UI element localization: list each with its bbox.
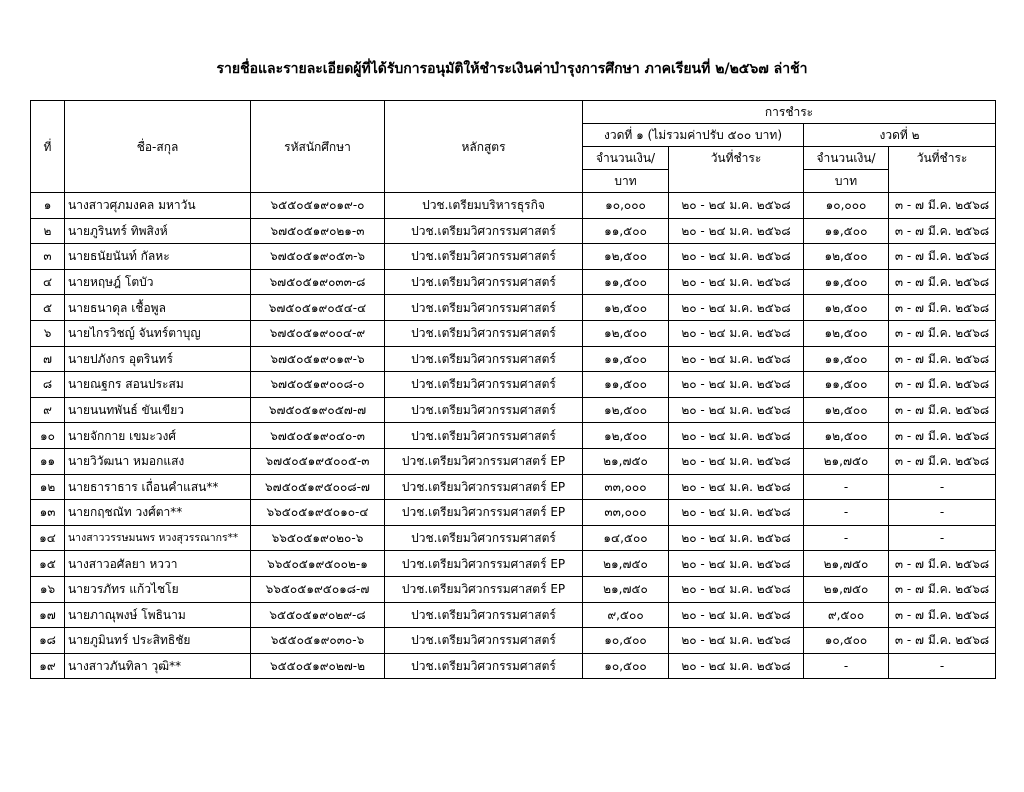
round2-date: ๓ - ๗ มี.ค. ๒๕๖๘ [889,602,996,628]
round1-amount: ๒๑,๗๕๐ [583,448,669,474]
program: ปวช.เตรียมวิศวกรรมศาสตร์ [385,525,583,551]
header-row-1 [31,101,996,124]
student-name: นายหฤษฎ์ โตบัว [65,269,251,295]
header-student-id: รหัสนักศึกษา [251,101,385,193]
student-name: นายธาราธาร เถื่อนคำแสน** [65,474,251,500]
round1-amount: ๑๑,๕๐๐ [583,346,669,372]
round1-amount: ๑๒,๕๐๐ [583,397,669,423]
program: ปวช.เตรียมวิศวกรรมศาสตร์ EP [385,474,583,500]
student-id: ๖๖๕๐๕๑๙๐๒๐-๖ [251,525,385,551]
round2-date: - [889,653,996,679]
table-row [31,372,996,398]
student-name: นายภูรินทร์ ทิพสิงห์ [65,218,251,244]
round1-amount: ๑๒,๕๐๐ [583,295,669,321]
round1-amount: ๑๒,๕๐๐ [583,320,669,346]
row-number: ๑๒ [31,474,65,500]
student-name: นายวรภัทร แก้วไชโย [65,576,251,602]
round2-amount: ๑๒,๕๐๐ [804,295,889,321]
row-number: ๕ [31,295,65,321]
table-row [31,397,996,423]
table-row [31,628,996,654]
program: ปวช.เตรียมวิศวกรรมศาสตร์ [385,602,583,628]
round1-date: ๒๐ - ๒๔ ม.ค. ๒๕๖๘ [669,653,804,679]
round1-amount: ๑๔,๕๐๐ [583,525,669,551]
program: ปวช.เตรียมบริหารธุรกิจ [385,193,583,219]
header-round-1: งวดที่ ๑ (ไม่รวมค่าปรับ ๕๐๐ บาท) [583,124,804,147]
program: ปวช.เตรียมวิศวกรรมศาสตร์ [385,346,583,372]
round1-date: ๒๐ - ๒๔ ม.ค. ๒๕๖๘ [669,269,804,295]
round2-amount: ๑๒,๕๐๐ [804,397,889,423]
round1-amount: ๑๐,๕๐๐ [583,628,669,654]
row-number: ๑๙ [31,653,65,679]
round1-amount: ๒๑,๗๕๐ [583,576,669,602]
row-number: ๘ [31,372,65,398]
round1-date: ๒๐ - ๒๔ ม.ค. ๒๕๖๘ [669,525,804,551]
round2-amount: ๑๑,๕๐๐ [804,269,889,295]
round2-date: ๓ - ๗ มี.ค. ๒๕๖๘ [889,372,996,398]
table-row [31,448,996,474]
program: ปวช.เตรียมวิศวกรรมศาสตร์ EP [385,576,583,602]
table-row [31,320,996,346]
student-id: ๖๗๕๐๕๑๙๐๒๑-๓ [251,218,385,244]
student-name: นางสาวอศัลยา หววา [65,551,251,577]
program: ปวช.เตรียมวิศวกรรมศาสตร์ [385,244,583,270]
table-row [31,576,996,602]
row-number: ๔ [31,269,65,295]
round2-amount: ๑๒,๕๐๐ [804,244,889,270]
header-date-1-label: วันที่ชำระ [710,151,762,165]
table-row [31,602,996,628]
student-id: ๖๕๕๐๕๑๙๐๒๗-๒ [251,653,385,679]
student-id: ๖๗๕๐๕๑๙๕๐๐๕-๓ [251,448,385,474]
round2-date: ๓ - ๗ มี.ค. ๒๕๖๘ [889,551,996,577]
round1-date: ๒๐ - ๒๔ ม.ค. ๒๕๖๘ [669,551,804,577]
round1-date: ๒๐ - ๒๔ ม.ค. ๒๕๖๘ [669,602,804,628]
round2-date: ๓ - ๗ มี.ค. ๒๕๖๘ [889,244,996,270]
row-number: ๒ [31,218,65,244]
round1-amount: ๙,๕๐๐ [583,602,669,628]
round1-date: ๒๐ - ๒๔ ม.ค. ๒๕๖๘ [669,397,804,423]
student-name: นางสาววรรษมนพร หวงสุวรรณากร** [65,525,251,551]
student-name: นายณฐกร สอนประสม [65,372,251,398]
round1-date: ๒๐ - ๒๔ ม.ค. ๒๕๖๘ [669,346,804,372]
round2-amount: ๒๑,๗๕๐ [804,551,889,577]
student-name: นายวิวัฒนา หมอกแสง [65,448,251,474]
student-name: นายจักกาย เขมะวงศ์ [65,423,251,449]
round2-date: ๓ - ๗ มี.ค. ๒๕๖๘ [889,423,996,449]
round2-date: ๓ - ๗ มี.ค. ๒๕๖๘ [889,346,996,372]
round1-date: ๒๐ - ๒๔ ม.ค. ๒๕๖๘ [669,218,804,244]
row-number: ๙ [31,397,65,423]
round2-amount: ๑๑,๕๐๐ [804,218,889,244]
row-number: ๑๘ [31,628,65,654]
round1-date: ๒๐ - ๒๔ ม.ค. ๒๕๖๘ [669,448,804,474]
row-number: ๑๔ [31,525,65,551]
header-amount-2: จำนวนเงิน/ [804,147,889,170]
round2-date: ๓ - ๗ มี.ค. ๒๕๖๘ [889,397,996,423]
round1-date: ๒๐ - ๒๔ ม.ค. ๒๕๖๘ [669,500,804,526]
table-row [31,193,996,219]
header-amount-1-unit: บาท [583,170,669,193]
round1-amount: ๑๐,๐๐๐ [583,193,669,219]
round2-amount: ๑๒,๕๐๐ [804,423,889,449]
document-title: รายชื่อและรายละเอียดผู้ที่ได้รับการอนุมัติให้ชำระเงินค่าบำรุงการศึกษา ภาคเรียนที่ ๒/๒๕๖๗ ล่าช้า [216,61,808,77]
student-name: นางสาวภันทิลา วุฒิ** [65,653,251,679]
header-date-2-label: วันที่ชำระ [916,151,968,165]
round2-amount: ๑๑,๕๐๐ [804,346,889,372]
student-name: นายธนาดุล เชื้อพูล [65,295,251,321]
student-name: นางสาวศุภมงคล มหาวัน [65,193,251,219]
round1-amount: ๑๑,๕๐๐ [583,372,669,398]
student-name: นายปภังกร อุตรินทร์ [65,346,251,372]
row-number: ๑๐ [31,423,65,449]
student-id: ๖๗๕๐๕๑๙๐๑๙-๖ [251,346,385,372]
round2-amount: ๒๑,๗๕๐ [804,576,889,602]
table-row [31,244,996,270]
round1-amount: ๑๒,๕๐๐ [583,423,669,449]
student-name: นายนนทพันธ์ ขันเขียว [65,397,251,423]
table-row [31,269,996,295]
round2-date: ๓ - ๗ มี.ค. ๒๕๖๘ [889,576,996,602]
header-amount-1: จำนวนเงิน/ [583,147,669,170]
program: ปวช.เตรียมวิศวกรรมศาสตร์ [385,397,583,423]
student-id: ๖๗๕๐๕๑๙๐๐๔-๙ [251,320,385,346]
round2-amount: - [804,474,889,500]
row-number: ๑๑ [31,448,65,474]
round1-date: ๒๐ - ๒๔ ม.ค. ๒๕๖๘ [669,372,804,398]
round1-date: ๒๐ - ๒๔ ม.ค. ๒๕๖๘ [669,628,804,654]
round2-amount: ๑๒,๕๐๐ [804,320,889,346]
row-number: ๓ [31,244,65,270]
round2-date: ๓ - ๗ มี.ค. ๒๕๖๘ [889,320,996,346]
row-number: ๑๖ [31,576,65,602]
table-row [31,295,996,321]
row-number: ๑ [31,193,65,219]
round1-amount: ๑๐,๕๐๐ [583,653,669,679]
round1-date: ๒๐ - ๒๔ ม.ค. ๒๕๖๘ [669,474,804,500]
table-row [31,500,996,526]
header-payment: การชำระ [583,101,996,124]
round2-date: - [889,474,996,500]
round1-date: ๒๐ - ๒๔ ม.ค. ๒๕๖๘ [669,193,804,219]
round1-amount: ๑๑,๕๐๐ [583,269,669,295]
round2-date: ๓ - ๗ มี.ค. ๒๕๖๘ [889,628,996,654]
program: ปวช.เตรียมวิศวกรรมศาสตร์ [385,372,583,398]
table-row [31,653,996,679]
round1-date: ๒๐ - ๒๔ ม.ค. ๒๕๖๘ [669,244,804,270]
program: ปวช.เตรียมวิศวกรรมศาสตร์ [385,423,583,449]
round2-date: - [889,525,996,551]
student-id: ๖๖๕๐๕๑๙๕๐๐๒-๑ [251,551,385,577]
student-id: ๖๗๕๐๕๑๙๐๓๓-๘ [251,269,385,295]
student-id: ๖๗๕๐๕๑๙๐๐๘-๐ [251,372,385,398]
round2-date: - [889,500,996,526]
student-name: นายกฤชณัท วงศ์ตา** [65,500,251,526]
header-date-2 [889,147,996,193]
payment-table [30,100,996,679]
round1-date: ๒๐ - ๒๔ ม.ค. ๒๕๖๘ [669,423,804,449]
row-number: ๖ [31,320,65,346]
program: ปวช.เตรียมวิศวกรรมศาสตร์ [385,218,583,244]
round1-amount: ๒๑,๗๕๐ [583,551,669,577]
student-id: ๖๖๕๐๕๑๙๕๐๑๘-๗ [251,576,385,602]
round1-date: ๒๐ - ๒๔ ม.ค. ๒๕๖๘ [669,320,804,346]
header-no: ที่ [31,101,65,193]
header-round-2: งวดที่ ๒ [804,124,996,147]
program: ปวช.เตรียมวิศวกรรมศาสตร์ EP [385,500,583,526]
round2-amount: - [804,500,889,526]
student-name: นายไกรวิชญ์ จันทร์ตาบุญ [65,320,251,346]
round2-amount: ๑๐,๕๐๐ [804,628,889,654]
round2-date: ๓ - ๗ มี.ค. ๒๕๖๘ [889,193,996,219]
row-number: ๗ [31,346,65,372]
student-id: ๖๗๕๐๕๑๙๐๕๗-๗ [251,397,385,423]
header-amount-2-unit: บาท [804,170,889,193]
program: ปวช.เตรียมวิศวกรรมศาสตร์ [385,269,583,295]
round2-date: ๓ - ๗ มี.ค. ๒๕๖๘ [889,448,996,474]
header-date-1 [669,147,804,193]
round2-amount: ๑๑,๕๐๐ [804,372,889,398]
program: ปวช.เตรียมวิศวกรรมศาสตร์ [385,653,583,679]
program: ปวช.เตรียมวิศวกรรมศาสตร์ [385,320,583,346]
student-id: ๖๗๕๐๕๑๙๕๐๐๘-๗ [251,474,385,500]
round1-amount: ๓๓,๐๐๐ [583,500,669,526]
round1-date: ๒๐ - ๒๔ ม.ค. ๒๕๖๘ [669,295,804,321]
student-name: นายภูมินทร์ ประสิทธิชัย [65,628,251,654]
student-id: ๖๕๕๐๕๑๙๐๒๙-๘ [251,602,385,628]
table-row [31,474,996,500]
table-row [31,551,996,577]
round1-amount: ๑๑,๕๐๐ [583,218,669,244]
round2-amount: ๑๐,๐๐๐ [804,193,889,219]
program: ปวช.เตรียมวิศวกรรมศาสตร์ [385,295,583,321]
round2-amount: - [804,525,889,551]
row-number: ๑๓ [31,500,65,526]
student-id: ๖๗๕๐๕๑๙๐๔๐-๓ [251,423,385,449]
program: ปวช.เตรียมวิศวกรรมศาสตร์ [385,628,583,654]
header-name: ชื่อ-สกุล [65,101,251,193]
student-id: ๖๕๕๐๕๑๙๐๑๙-๐ [251,193,385,219]
header-program: หลักสูตร [385,101,583,193]
program: ปวช.เตรียมวิศวกรรมศาสตร์ EP [385,448,583,474]
student-id: ๖๖๕๐๕๑๙๕๐๑๐-๔ [251,500,385,526]
round2-date: ๓ - ๗ มี.ค. ๒๕๖๘ [889,269,996,295]
program: ปวช.เตรียมวิศวกรรมศาสตร์ EP [385,551,583,577]
round2-amount: ๒๑,๗๕๐ [804,448,889,474]
round1-amount: ๑๒,๕๐๐ [583,244,669,270]
table-row [31,218,996,244]
student-id: ๖๗๕๐๕๑๙๐๕๓-๖ [251,244,385,270]
table-row [31,346,996,372]
round2-amount: - [804,653,889,679]
round2-date: ๓ - ๗ มี.ค. ๒๕๖๘ [889,295,996,321]
row-number: ๑๗ [31,602,65,628]
table-row [31,423,996,449]
row-number: ๑๕ [31,551,65,577]
student-name: นายธนัยนันท์ กัลหะ [65,244,251,270]
student-name: นายภาณุพงษ์ โพธินาม [65,602,251,628]
student-id: ๖๗๕๐๕๑๙๐๕๔-๔ [251,295,385,321]
round1-date: ๒๐ - ๒๔ ม.ค. ๒๕๖๘ [669,576,804,602]
round2-date: ๓ - ๗ มี.ค. ๒๕๖๘ [889,218,996,244]
round1-amount: ๓๓,๐๐๐ [583,474,669,500]
table-row [31,525,996,551]
round2-amount: ๙,๕๐๐ [804,602,889,628]
student-id: ๖๕๕๐๕๑๙๐๓๐-๖ [251,628,385,654]
